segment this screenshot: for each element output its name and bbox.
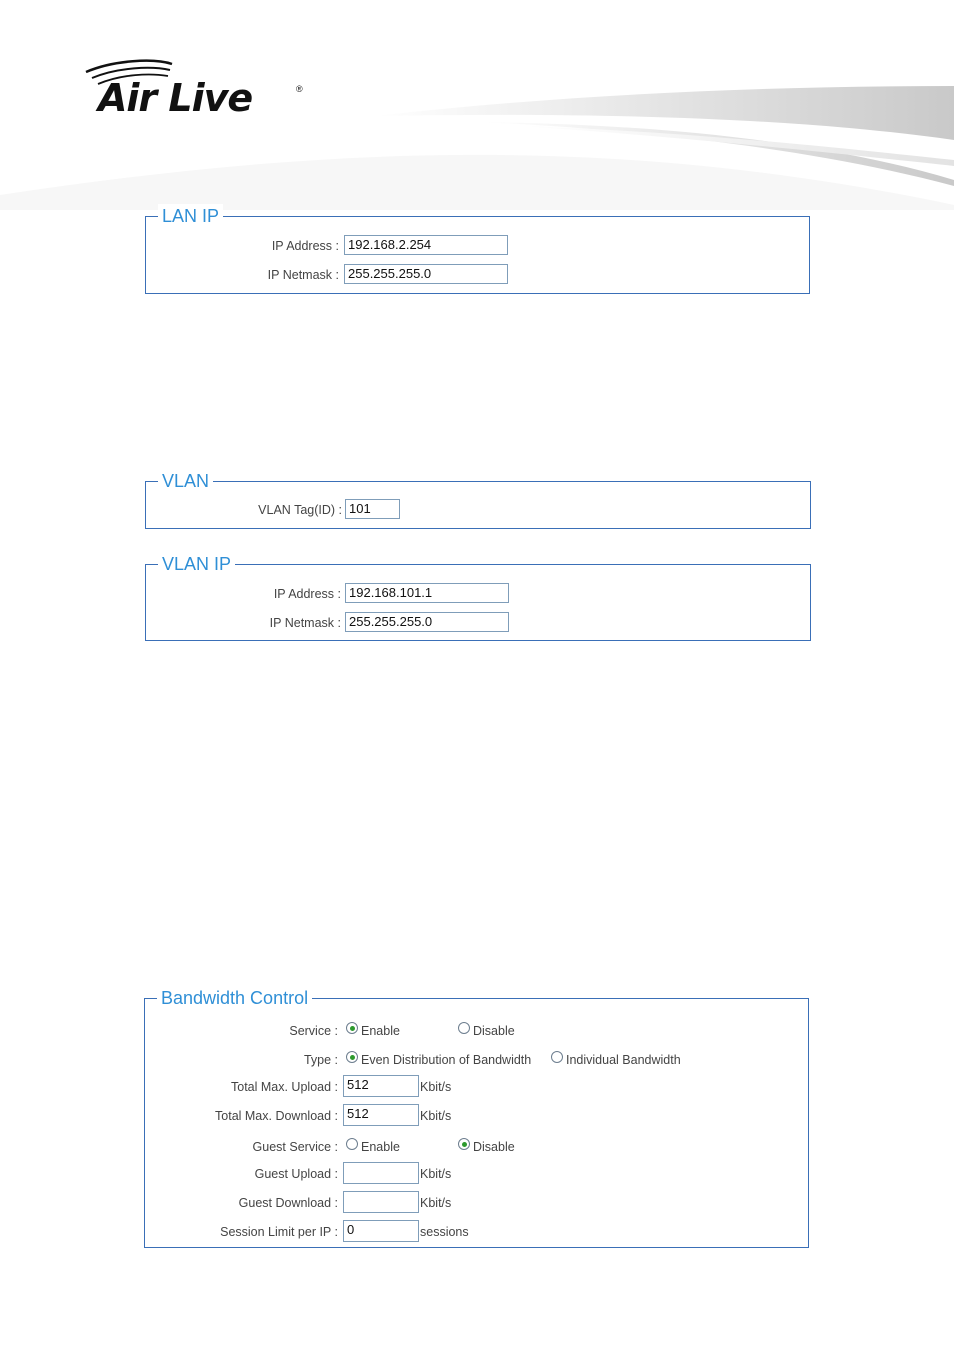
service-label: Service : — [289, 1024, 338, 1038]
vlan-ip-address-input[interactable]: 192.168.101.1 — [345, 583, 509, 603]
vlan-tag-input[interactable]: 101 — [345, 499, 400, 519]
type-label: Type : — [303, 1053, 338, 1067]
vlan-netmask-input[interactable]: 255.255.255.0 — [345, 612, 509, 632]
bandwidth-control-section — [144, 988, 809, 1248]
radio-checked-icon — [458, 1138, 470, 1150]
lan-ip-title: LAN IP — [158, 204, 223, 228]
lan-ip-section — [145, 206, 810, 294]
upload-label: Total Max. Upload : — [231, 1080, 338, 1094]
type-even-radio[interactable] — [346, 1048, 531, 1072]
lan-ip-address-input[interactable]: 192.168.2.254 — [344, 235, 508, 255]
upload-unit: Kbit/s — [420, 1080, 452, 1094]
radio-checked-icon — [346, 1022, 358, 1034]
guest-download-input[interactable] — [343, 1191, 419, 1213]
vlan-title: VLAN — [158, 469, 213, 493]
guest-upload-unit: Kbit/s — [420, 1167, 452, 1181]
guest-enable-radio[interactable] — [346, 1135, 400, 1159]
guest-download-label: Guest Download : — [238, 1196, 338, 1210]
registered-mark: ® — [296, 84, 303, 94]
vlan-ip-section — [145, 554, 811, 641]
vlan-ip-address-label: IP Address : — [273, 587, 341, 601]
type-individual-label: Individual Bandwidth — [566, 1053, 681, 1067]
type-even-label: Even Distribution of Bandwidth — [361, 1053, 532, 1067]
guest-disable-radio[interactable] — [458, 1135, 515, 1159]
download-label: Total Max. Download : — [215, 1109, 338, 1123]
guest-service-label: Guest Service : — [252, 1140, 338, 1154]
radio-checked-icon — [346, 1051, 358, 1063]
vlan-tag-label: VLAN Tag(ID) : — [258, 503, 342, 517]
upload-input[interactable]: 512 — [343, 1075, 419, 1097]
service-disable-label: Disable — [473, 1024, 515, 1038]
session-limit-input[interactable]: 0 — [343, 1220, 419, 1242]
guest-upload-label: Guest Upload : — [254, 1167, 338, 1181]
radio-unchecked-icon — [346, 1138, 358, 1150]
lan-ip-address-label: IP Address : — [271, 239, 339, 253]
session-limit-label: Session Limit per IP : — [220, 1225, 338, 1239]
download-input[interactable]: 512 — [343, 1104, 419, 1126]
download-unit: Kbit/s — [420, 1109, 452, 1123]
guest-download-unit: Kbit/s — [420, 1196, 452, 1210]
vlan-ip-title: VLAN IP — [158, 552, 235, 576]
service-disable-radio[interactable] — [458, 1019, 515, 1043]
vlan-section — [145, 471, 811, 529]
lan-netmask-label: IP Netmask : — [267, 268, 339, 282]
radio-unchecked-icon — [551, 1051, 563, 1063]
guest-enable-label: Enable — [361, 1140, 400, 1154]
lan-netmask-input[interactable]: 255.255.255.0 — [344, 264, 508, 284]
service-enable-radio[interactable] — [346, 1019, 400, 1043]
radio-unchecked-icon — [458, 1022, 470, 1034]
airlive-logo: Air Live — [98, 76, 253, 120]
guest-upload-input[interactable] — [343, 1162, 419, 1184]
vlan-netmask-label: IP Netmask : — [269, 616, 341, 630]
type-individual-radio[interactable] — [551, 1048, 681, 1072]
session-limit-unit: sessions — [420, 1225, 469, 1239]
guest-disable-label: Disable — [473, 1140, 515, 1154]
service-enable-label: Enable — [361, 1024, 400, 1038]
bandwidth-control-title: Bandwidth Control — [157, 986, 312, 1010]
